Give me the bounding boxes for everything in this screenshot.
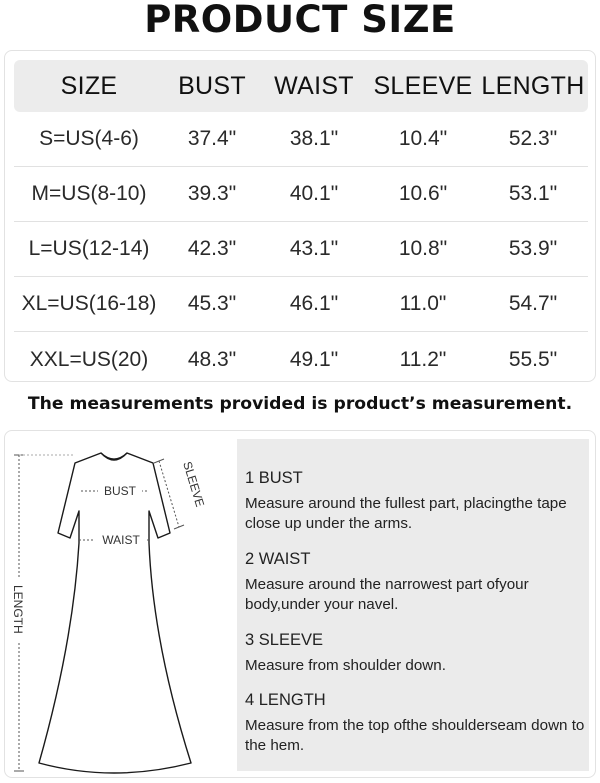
step-sleeve-title: 3 SLEEVE	[245, 631, 323, 649]
cell-bust: 42.3"	[187, 237, 237, 260]
size-table	[4, 50, 596, 382]
header-size: SIZE	[60, 71, 118, 100]
header-waist: WAIST	[274, 71, 354, 100]
cell-sleeve: 10.4"	[398, 127, 448, 150]
measure-guide	[4, 430, 596, 778]
table-row	[14, 277, 588, 332]
measurement-note: The measurements provided is product’s measurement.	[27, 394, 573, 414]
cell-size: M=US(8-10)	[31, 182, 147, 205]
table-header-row	[14, 60, 588, 112]
cell-sleeve: 10.8"	[398, 237, 448, 260]
step-length-text: Measure from the top ofthe shoulderseam down to the hem.	[245, 717, 585, 754]
cell-waist: 49.1"	[289, 347, 339, 371]
cell-bust: 39.3"	[187, 182, 237, 205]
step-sleeve-text: Measure from shoulder down.	[245, 657, 446, 674]
table-row	[14, 332, 588, 387]
step-length-title: 4 LENGTH	[245, 691, 326, 709]
header-sleeve: SLEEVE	[373, 71, 473, 100]
header-bust: BUST	[178, 71, 246, 100]
cell-sleeve: 11.0"	[399, 292, 447, 315]
cell-bust: 45.3"	[187, 292, 237, 315]
dress-diagram	[13, 443, 235, 773]
cell-waist: 40.1"	[289, 182, 339, 205]
header-length: LENGTH	[481, 71, 585, 100]
step-bust-title: 1 BUST	[245, 469, 303, 487]
cell-size: S=US(4-6)	[39, 127, 139, 150]
page-title: PRODUCT SIZE	[144, 0, 456, 41]
cell-waist: 46.1"	[289, 292, 339, 315]
table-row	[14, 167, 588, 222]
cell-sleeve: 10.6"	[398, 182, 448, 205]
cell-waist: 43.1"	[289, 237, 339, 260]
table-row	[14, 222, 588, 277]
sleeve-label: SLEEVE	[180, 459, 208, 509]
waist-label: WAIST	[102, 533, 140, 547]
table-body	[14, 112, 588, 387]
step-waist-title: 2 WAIST	[245, 550, 311, 568]
cell-length: 54.7"	[508, 292, 558, 315]
cell-sleeve: 11.2"	[399, 347, 447, 371]
cell-length: 53.1"	[508, 182, 558, 205]
cell-bust: 48.3"	[187, 347, 237, 371]
cell-length: 53.9"	[508, 237, 558, 260]
table-row	[14, 112, 588, 167]
cell-size: XXL=US(20)	[29, 347, 149, 371]
cell-length: 52.3"	[508, 127, 558, 150]
step-waist-text: Measure around the narrowest part ofyour body,under your navel.	[245, 576, 529, 613]
measure-instructions	[237, 439, 589, 771]
length-label: LENGTH	[11, 585, 25, 634]
bust-label: BUST	[103, 484, 137, 498]
cell-size: XL=US(16-18)	[21, 292, 157, 315]
cell-length: 55.5"	[508, 347, 558, 371]
cell-bust: 37.4"	[187, 127, 237, 150]
cell-size: L=US(12-14)	[28, 237, 150, 260]
cell-waist: 38.1"	[289, 127, 339, 150]
step-bust-text: Measure around the fullest part, placingthe tape close up under the arms.	[245, 495, 567, 532]
dress-outline	[39, 453, 191, 773]
